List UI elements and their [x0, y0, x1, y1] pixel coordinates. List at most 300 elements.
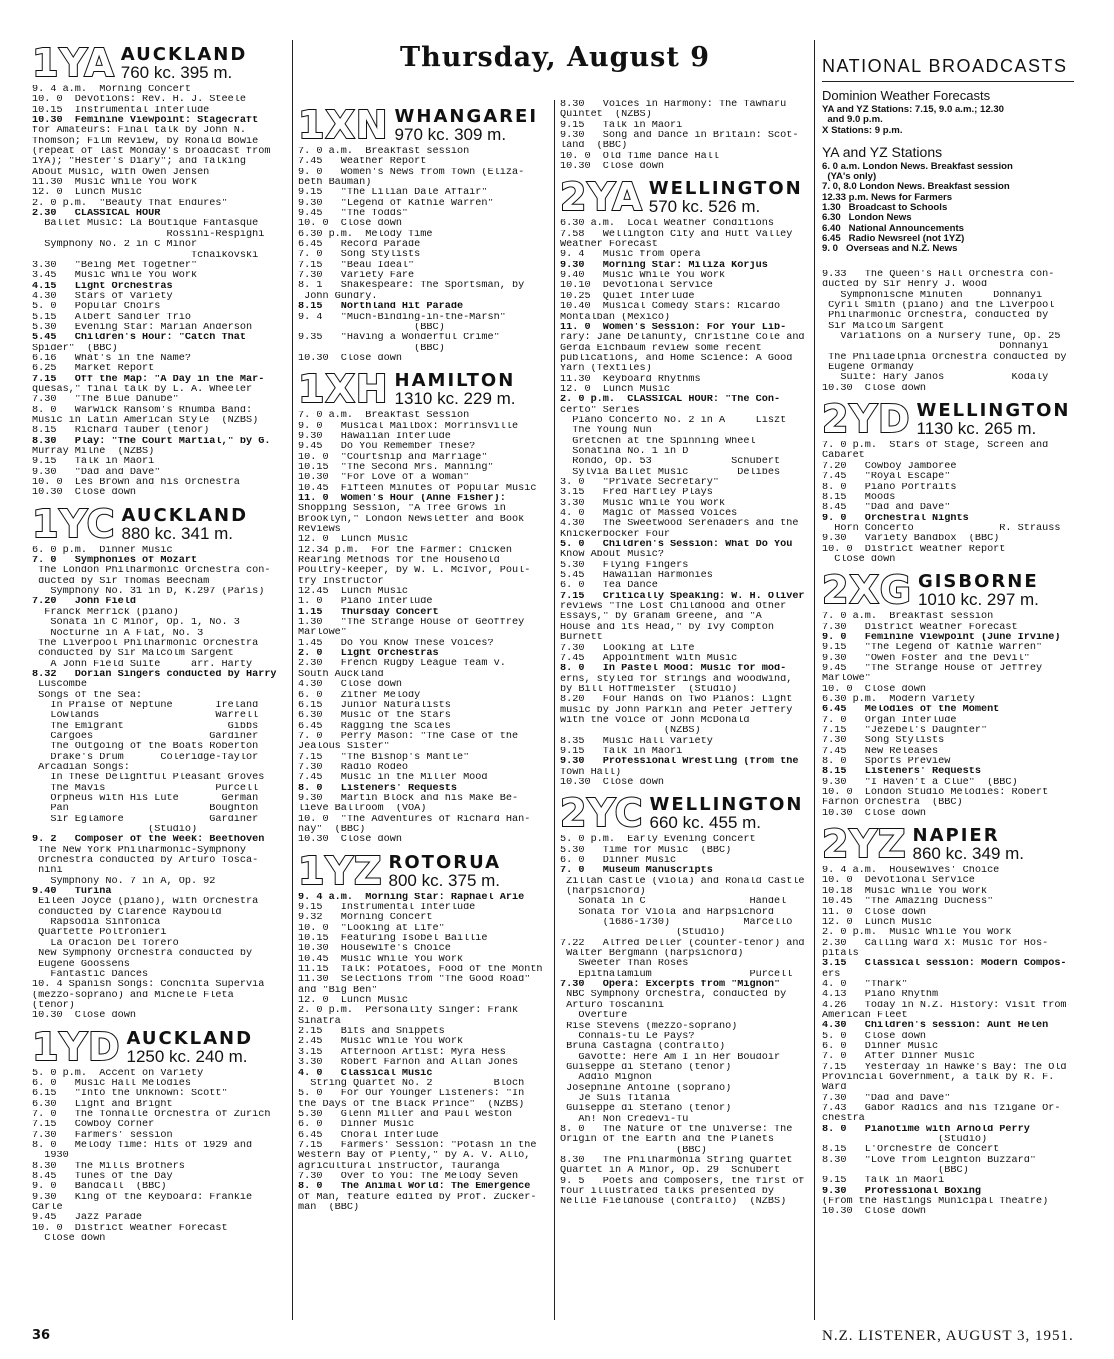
station-city: WELLINGTON — [916, 400, 1071, 422]
programme-line: Cyril Smith (piano) and the Liverpool — [822, 301, 1055, 312]
station-header — [32, 1024, 288, 1069]
station-callsign: 2YZ — [822, 822, 907, 867]
station-city: NAPIER — [912, 825, 1000, 847]
programme-line: Gretchen at the Spinning Wheel — [560, 436, 756, 447]
station-callsign: 2YC — [560, 791, 644, 836]
programme-line: 8.45 "Dad and Dave" — [822, 503, 951, 514]
programme-line: with the voice of John McDonald — [560, 715, 750, 726]
programme-line: Orpheus with His Lute German — [32, 794, 259, 804]
national-line: 6.45 Radio Newsreel (not 1YZ) — [822, 232, 965, 244]
national-line: X Stations: 9 p.m. — [822, 124, 903, 136]
programme-line: (Studio) — [560, 928, 726, 939]
programme-line: and "Big Ben" — [298, 985, 378, 996]
programme-line: Sir Eglamore Gardiner — [32, 814, 259, 825]
programme-line: 12. 0 Lunch Music — [298, 996, 409, 1007]
programme-line: String Quartet No. 2 Bloch — [298, 1078, 525, 1089]
programme-line: 9.30 "I Haven't a Clue" (BBC) — [822, 777, 1018, 788]
programme-line: 3.30 "Being Met Together" — [32, 260, 198, 271]
station-info — [388, 851, 502, 890]
programme-line: Sonatina No. 1 in D — [560, 446, 689, 457]
programme-line: 8. 0 Listeners' Requests — [298, 783, 457, 794]
programme-line: 5.30 Evening Star: Marian Anderson — [32, 322, 253, 333]
programme-line: 5.30 Flying Fingers — [560, 560, 689, 571]
programme-line: 3.15 Classical session: Modern Compos- — [822, 959, 1067, 970]
programme-line: for Amateurs: Final talk by John N. — [32, 126, 246, 137]
programme-line: publications, and Home Science: A Good — [560, 353, 793, 364]
programme-line: 9.30 Song and Dance in Britain: Scot- — [560, 131, 799, 142]
station-header — [32, 501, 288, 546]
programme-line: music by John Parkin and Peter Jeffery — [560, 705, 793, 716]
programme-line: 7.15 Critically Speaking: W. H. Oliver — [560, 591, 805, 602]
programme-line: 8. 0 Piano Portraits — [822, 482, 957, 493]
programme-line: Quartette Poltronieri — [32, 928, 167, 939]
programme-line: 8.30 "Love from Leighton Buzzard" — [822, 1155, 1036, 1166]
station-callsign: 2YD — [822, 397, 911, 442]
programme-line: 5.30 Glenn Miller and Paul Weston — [298, 1109, 512, 1120]
programme-line: 7.45 "Royal Escape" — [822, 472, 951, 483]
station-frequency: 970 kc. 309 m. — [394, 125, 507, 144]
programme-line: 9.30 King of the Keyboard: Frankie — [32, 1192, 253, 1203]
programme-line: Overture — [560, 1011, 628, 1022]
programme-line: four illustrated talks presented by — [560, 1187, 774, 1197]
programme-line: 7.30 Farmers' session — [32, 1130, 173, 1141]
programme-line: 6.15 "Into the Unknown: Scott" — [32, 1089, 228, 1100]
programme-line: 7.30 "The Blue Danube" — [32, 395, 179, 406]
programme-line: 10. 0 Close down — [298, 219, 402, 230]
programme-line: Arturo Toscanini — [560, 1000, 664, 1011]
programme-line: 9.30 Professional Boxing — [822, 1186, 981, 1197]
programme-line: 3. 0 "Private Secretary" — [560, 478, 719, 488]
programme-line: 9. 0 Women's News from Town (Eliza- — [298, 167, 525, 178]
station-info — [126, 1027, 254, 1066]
programme-line: 9.15 Talk in Maori — [560, 120, 683, 131]
programme-line: 7.30 Variety Fare — [298, 271, 415, 282]
programme-line: Symphonische Minuten Dohnanyi — [822, 290, 1043, 301]
programme-line: The Emigrant Gibbs — [32, 721, 259, 732]
programme-line: The Outgoing of the Boats Roberton — [32, 742, 259, 753]
programme-line: Shopping Session, "A Tree Grows in — [298, 504, 506, 515]
programme-line: Songs of the Sea: — [32, 690, 143, 701]
programme-line: 5.45 Hawaiian Harmonies — [560, 571, 713, 582]
programme-line: 6.30 p.m. Modern Variety — [822, 695, 975, 705]
programme-line: 10.25 Quiet Interlude — [560, 291, 695, 302]
programme-line: Burnett — [560, 633, 603, 644]
national-line: 6. 0 a.m. London News. Breakfast session — [822, 160, 1013, 172]
programme-line: 10. 0 Les Brown and his Orchestra — [32, 478, 240, 489]
programme-line: 6. 0 Dinner Music — [560, 856, 677, 866]
programme-line: Zillah Castle (viola) and Ronald Castle — [560, 876, 805, 887]
programme-line: 9.30 "Legend of Kathie Warren" — [298, 198, 494, 209]
programme-line: (BBC) — [298, 343, 445, 354]
programme-line: 9.45 "The Strange House of Jeffrey — [822, 663, 1043, 674]
programme-line: 10. 0 Old Time Dance Hall — [560, 151, 719, 162]
station-info — [650, 796, 804, 832]
programme-line: 2.45 Music While You Work — [298, 1037, 464, 1048]
programme-line: 1YA); "Hester's Diary"; and Talking — [32, 157, 246, 168]
programme-line: 7. 0 The Tonhalle Orchestra of Zurich — [32, 1109, 271, 1120]
programme-line: 12. 0 Lunch Music — [32, 188, 143, 199]
programme-line: Ah! Non Credevi-Tu — [560, 1114, 689, 1125]
programme-line: Connais-tu Le Pays? — [560, 1031, 695, 1042]
programme-line: Know About Music? — [560, 550, 664, 561]
station-frequency: 1130 kc. 265 m. — [916, 419, 1037, 439]
programme-line: The London Philharmonic Orchestra con- — [32, 566, 271, 577]
programme-line: 2. 0 p.m. Music While You Work — [822, 928, 1012, 939]
programme-line: 10.30 Close down — [560, 162, 664, 173]
programme-line: Guiseppe di Stefano (tenor) — [560, 1104, 732, 1115]
station-city: WELLINGTON — [648, 178, 803, 200]
programme-line: 9. 4 "Much-Binding-in-the-Marsh" — [298, 312, 506, 323]
column-2 — [298, 100, 550, 1213]
station-frequency: 800 kc. 375 m. — [388, 870, 501, 890]
programme-line: A John Field Suite arr. Harty — [32, 659, 253, 670]
national-line: 7. 0, 8.0 London News. Breakfast session — [822, 181, 1010, 193]
programme-line: 7.45 Weather Report — [298, 157, 427, 168]
programme-line: 1.15 Thursday Concert — [298, 607, 439, 618]
programme-line: 2. 0 p.m. Personality Singer: Frank — [298, 1006, 519, 1017]
programme-line: The Young Nun — [560, 426, 652, 437]
programme-line: 9.30 "Owen Foster and the Devil" — [822, 653, 1030, 664]
programme-line: 9.45 Jazz Parade — [32, 1213, 143, 1224]
programme-line: Ballet Music: La Boutique Fantasque — [32, 219, 259, 230]
national-line: 12.33 p.m. News for Farmers — [822, 191, 953, 203]
programme-line: 7.30 "Dad and Dave" — [822, 1093, 951, 1104]
station-header — [560, 175, 812, 220]
programme-line: 3.15 Afternoon Artist: Myra Hess — [298, 1047, 506, 1058]
programme-line: 2. 0 p.m. CLASSICAL HOUR: "The Con- — [560, 395, 781, 406]
programme-line: by Bill Hoffmeister (Studio) — [560, 684, 738, 695]
programme-line: 4.30 The Sweetwood Serenaders and the — [560, 519, 799, 530]
programme-line: 4. 0 "Thark" — [822, 979, 908, 990]
programme-line: Tchaikovski — [32, 250, 259, 261]
programme-line: 10.45 Fifteen Minutes of Popular Music — [298, 483, 537, 494]
programme-line: nini — [32, 866, 63, 877]
programme-line: The New York Philharmonic-Symphony — [32, 845, 246, 856]
programme-line: 8. 0 Melody Time: Hits of 1929 and — [32, 1140, 253, 1151]
programme-line: 3.30 Robert Farnon and Allan Jones — [298, 1058, 519, 1069]
programme-line: 10. 0 Devotional Service — [822, 876, 975, 887]
programme-line: House and its Head," by Ivy Compton — [560, 622, 774, 633]
programme-line: (From the Hastings Municipal Theatre) — [822, 1197, 1049, 1208]
programme-line: 8.15 L'Orchestre de Concert — [822, 1145, 1000, 1156]
programme-line: Essays," by Graham Greene, and "A — [560, 612, 762, 623]
programme-line: 12. 0 Lunch Music — [298, 535, 409, 546]
programme-line: 7. 0 p.m. Stars of Stage, Screen and — [822, 441, 1049, 452]
programme-line: 5. 0 Close down — [822, 1031, 926, 1042]
programme-line: Quintet (NZBS) — [560, 110, 652, 121]
programme-line: Symphony No. 7 in A, Op. 92 — [32, 876, 216, 887]
programme-line: 12. 0 Lunch Music — [822, 917, 933, 928]
programme-line: Piano Concerto No. 2 in A Liszt — [560, 415, 787, 426]
programme-line: 2. 0 Light Orchestras — [298, 649, 439, 660]
programme-line: 6. 0 Tea Dance — [560, 581, 658, 592]
weather-title: Dominion Weather Forecasts — [822, 88, 991, 103]
programme-line: 7.45 Music in the Miller Mood — [298, 773, 488, 784]
station-header — [298, 848, 550, 893]
programme-line: Je Suis Titania — [560, 1093, 671, 1104]
programme-line: 4. 0 Magic of Massed Voices — [560, 509, 738, 520]
programme-line: 9. 0 Musical Mailbox: Morrinsville — [298, 421, 519, 432]
programme-line: 6.25 Market Report — [32, 364, 155, 375]
programme-line: 4.13 Piano Rhythm — [822, 990, 939, 1001]
programme-line: The Philadelphia Orchestra conducted by — [822, 352, 1067, 363]
programme-line: (Studio) — [822, 1135, 988, 1146]
programme-line: 10.30 "For Love of a Woman" — [298, 473, 470, 484]
issue-line: N.Z. LISTENER, AUGUST 3, 1951. — [822, 1328, 1074, 1344]
programme-line: conducted by Clarence Raybould — [32, 907, 222, 918]
programme-line: 7.58 Wellington City and Hutt Valley — [560, 229, 793, 240]
programme-line: Farnon Orchestra (BBC) — [822, 798, 963, 809]
programme-line: erns, styled for strings and woodwind, — [560, 674, 793, 685]
programme-line: Horn Concerto R. Strauss — [822, 523, 1061, 534]
programme-line: 9. 0 Orchestral Nights — [822, 513, 969, 524]
programme-line: South Auckland — [298, 669, 384, 680]
programme-line: 9.15 Talk in Maori — [822, 1176, 945, 1187]
programme-line: 9. 4 a.m. Morning Concert — [32, 85, 191, 95]
programme-line: 11.30 Selections from "The Good Road" — [298, 975, 531, 986]
programme-line: Symphony No. 2 in C Minor — [32, 240, 198, 251]
programme-line: Addio Mignon — [560, 1073, 652, 1084]
programme-line: try Instructor — [298, 576, 384, 587]
programme-line: 10.40 Musical Comedy Stars: Ricardo — [560, 302, 781, 313]
programme-line: 8. 0 The Animal World: The Emergence — [298, 1182, 531, 1193]
programme-line: Carle — [32, 1203, 63, 1214]
station-header — [560, 791, 812, 836]
programme-line: 6. 0 p.m. Dinner Music — [32, 545, 173, 556]
programme-line: Western Bay of Plenty," by A. V. Allo, — [298, 1151, 531, 1162]
programme-line: 8. 0 Sports Preview — [822, 757, 951, 768]
programme-line: 10.30 Housewife's Choice — [298, 944, 451, 955]
programme-line: Rondo, Op. 53 Schubert — [560, 457, 781, 468]
station-info — [913, 827, 1025, 863]
programme-line: 6.45 Ragging the Scales — [298, 721, 451, 732]
programme-line: Murray Milne (NZBS) — [32, 447, 155, 458]
programme-line: rary: Jane Delahunty, Christine Cole and — [560, 333, 805, 344]
programme-line: 7.30 Song Stylists — [822, 736, 945, 747]
programme-line: 10.18 Music While You Work — [822, 886, 988, 897]
programme-line: 6.16 What's in the Name? — [32, 353, 191, 364]
programme-line: 7.15 "Beau Ideal" — [298, 260, 415, 271]
programme-line: 10. 0 "Courtship and Marriage" — [298, 452, 488, 463]
programme-line: Eugene Goossens — [32, 959, 130, 970]
programme-line: 6. 0 Dinner Music — [298, 1120, 415, 1131]
programme-line: Eileen Joyce (piano), with Orchestra — [32, 897, 259, 908]
programme-line: Nocturne in A Flat, No. 3 — [32, 628, 204, 639]
programme-line: 10.10 Devotional Service — [560, 281, 713, 292]
programme-line: 10.45 Music While You Work — [298, 954, 464, 965]
programme-line: land (BBC) — [560, 141, 628, 152]
station-lines — [822, 162, 1074, 255]
programme-line: Close down — [822, 554, 896, 565]
programme-line: 10. 0 "The Adventures of Richard Han- — [298, 814, 531, 825]
programme-line: ers — [822, 969, 841, 980]
programme-line: Fantastic Dances — [32, 969, 149, 980]
station-frequency: 860 kc. 349 m. — [912, 844, 1025, 864]
programme-line: 10.30 Close down — [822, 808, 926, 819]
programme-line: (NZBS) — [560, 726, 701, 737]
programme-line: 8.15 Northland Hit Parade — [298, 302, 464, 313]
programme-line: ducted by Sir Thomas Beecham — [32, 576, 210, 587]
programme-line: 9.30 Hawaiian Interlude — [298, 431, 451, 442]
programme-line: 7.30 Looking at Life — [560, 643, 695, 654]
station-callsign: 2YA — [560, 175, 643, 220]
programme-line: 9. 4 a.m. Morning Star: Raphael Arie — [298, 892, 525, 903]
programme-line: Symphony No. 31 in D, K.297 (Paris) — [32, 587, 265, 598]
programme-line: 7.22 Alfred Deller (counter-tenor) and — [560, 938, 805, 949]
programme-line: Music in Latin American Style (NZBS) — [32, 416, 259, 426]
programme-line: 5. 0 Popular Choirs — [32, 302, 161, 313]
programme-line: Dohnanyi — [822, 342, 1049, 353]
programme-line: 8.30 Voices in Harmony: The Tawharu — [560, 100, 787, 110]
station-callsign: 1XN — [298, 103, 389, 147]
programme-line: 7.30 District Weather Forecast — [822, 622, 1018, 633]
programme-line: 9. 4 a.m. Housewives' Choice — [822, 866, 1000, 877]
programme-line: Lowlands Warrell — [32, 711, 259, 722]
programme-line: 9. 5 Poets and Composers, the first of — [560, 1176, 805, 1187]
programme-line: New Symphony Orchestra conducted by — [32, 949, 253, 960]
programme-line: conducted by Sir Malcolm Sargent — [32, 649, 234, 660]
programme-line: 7.43 Gabor Radics and his Tzigane Or- — [822, 1104, 1061, 1115]
programme-line: 8. 0 The Nature of the Universe: The — [560, 1124, 793, 1135]
programme-line: reviews "The Lost Childhood and Other — [560, 602, 787, 613]
programme-line: (BBC) — [560, 1145, 707, 1156]
programme-line: of Man, feature edited by Prof. Zucker- — [298, 1192, 537, 1203]
programme-line: 12. 0 Lunch Music — [560, 384, 671, 395]
programme-line: 7. 0 Museum Manuscripts — [560, 866, 713, 877]
programme-line: Rossini-Respighi — [32, 229, 265, 240]
programme-line: 10.30 Close down — [822, 383, 926, 394]
programme-line: La Oracion Del Torero — [32, 938, 179, 949]
programme-line: (BBC) — [298, 322, 445, 333]
programme-line: Sinatra — [298, 1016, 341, 1027]
programme-line: (Studio) — [32, 825, 198, 836]
programme-line: 9.45 Do You Remember These? — [298, 442, 476, 453]
station-city: GISBORNE — [917, 571, 1039, 593]
programme-line: 11. 0 Women's Session: For Your Lib- — [560, 322, 787, 333]
programme-line: beth Bauman) — [298, 178, 372, 189]
programme-line: 7.15 "The Bishop's Mantle" — [298, 752, 470, 763]
programme-line: 5. 0 p.m. Accent on Variety — [32, 1068, 204, 1079]
programme-line: 1930 — [32, 1151, 69, 1162]
programme-line: 7.30 Over to You: The Melody Seven — [298, 1171, 519, 1182]
programme-line: 6. 0 Music Hall Melodies — [32, 1078, 191, 1089]
programme-line: Yarn (Textiles) — [560, 364, 652, 375]
national-line: (YA's only) — [822, 171, 877, 183]
programme-line: Quartet in A Minor, Op. 29 Schubert — [560, 1166, 781, 1177]
programme-line: Reviews — [298, 525, 341, 535]
programme-line: Orchestra conducted by Arturo Tosca- — [32, 856, 259, 867]
programme-line: 9. 0 Bandcall (BBC) — [32, 1182, 167, 1193]
programme-line: 9.15 "The Lilian Dale Affair" — [298, 188, 488, 199]
programme-line: Ward — [822, 1083, 847, 1094]
station-info — [395, 108, 538, 144]
programme-line: Brooklyn," London Newsletter and Book — [298, 514, 525, 525]
station-header — [298, 103, 550, 147]
programme-line: 3.15 Fred Hartley Plays — [560, 488, 713, 499]
programme-line: 8.35 Music Hall Variety — [560, 736, 713, 747]
programme-line: 4.15 Light Orchestras — [32, 281, 173, 292]
programme-line: Cabaret — [822, 451, 865, 462]
programme-line: 2. 0 p.m. "Beauty That Endures" — [32, 198, 228, 209]
programme-line: NBC Symphony Orchestra, conducted by — [560, 990, 787, 1001]
programme-line: (mezzo-soprano) and Michele Fleta — [32, 990, 234, 1001]
programme-line: Rise Stevens (mezzo-soprano) — [560, 1021, 738, 1032]
programme-line: 8.15 Moods — [822, 492, 896, 503]
programme-line: 3.30 Music While You Work — [560, 498, 726, 509]
programme-line: 9.15 Talk in Maori — [560, 746, 683, 757]
programme-line: 3.45 Music While You Work — [32, 271, 198, 282]
programme-line: 4.30 Stars of Variety — [32, 291, 173, 302]
station-callsign: 2XG — [822, 568, 912, 613]
stations-title: YA and YZ Stations — [822, 143, 943, 160]
programme-line: Epithalamium Purcell — [560, 969, 793, 980]
weather-lines — [822, 105, 1074, 136]
national-title: NATIONAL BROADCASTS — [822, 56, 1074, 82]
programme-line: 9.33 The Queen's Hall Orchestra con- — [822, 270, 1055, 280]
programme-line: 8.30 The Philharmonia String Quartet — [560, 1155, 793, 1166]
programme-line: American Fleet — [822, 1010, 908, 1021]
programme-line: Marlowe" — [822, 674, 871, 685]
programme-line: Luscombe — [32, 680, 88, 691]
programme-line: 7. 0 Song Stylists — [298, 250, 421, 261]
programme-line: John Gundry. — [298, 291, 378, 302]
programme-line: 10.30 Close down — [560, 777, 664, 788]
programme-line: Philharmonic Orchestra, conducted by — [822, 311, 1049, 322]
programme-line: 9.40 Turina — [32, 887, 112, 898]
programme-line: 7.15 Farmers' Session: "Potash in the — [298, 1140, 537, 1151]
programme-line: the Days of the Black Prince" (NZBS) — [298, 1099, 525, 1110]
programme-line: 2.30 Calling Ward X: Music for Hos- — [822, 938, 1049, 949]
station-city: ROTORUA — [388, 851, 502, 873]
programme-line: The Mavis Purcell — [32, 783, 259, 794]
programme-line: Montalban (Mexico) — [560, 312, 671, 323]
programme-line: 10.45 "The Amazing Duchess" — [822, 897, 994, 908]
programme-line: man (BBC) — [298, 1202, 360, 1213]
programme-line: 7.15 Yesterday in Hawke's Bay: The Old — [822, 1062, 1067, 1073]
programme-line: 10.30 Close down — [298, 353, 402, 364]
programme-line: Close down — [32, 1234, 106, 1245]
programme-line: 10.30 Close down — [32, 1011, 136, 1022]
programme-line: 9.30 Morning Star: Miliza Korjus — [560, 260, 768, 271]
programme-line: Gerda Eichbaum review some recent — [560, 343, 762, 354]
programme-line: 12.45 Lunch Music — [298, 587, 409, 598]
programme-line: 1. 0 Piano Interlude — [298, 597, 433, 608]
programme-line: 6.45 Record Parade — [298, 240, 421, 251]
programme-line: Sonata in C Handel — [560, 897, 787, 908]
station-frequency: 880 kc. 341 m. — [121, 523, 234, 543]
programme-line: 7.20 John Field — [32, 597, 136, 608]
programme-line: 7.45 Appointment with Music — [560, 653, 738, 664]
programme-line: 5. 0 p.m. Early Evening Concert — [560, 835, 756, 846]
programme-line: 6.45 Melodies of the Moment — [822, 705, 1000, 716]
programme-line: Sonata in C Minor, Op. 1, No. 3 — [32, 618, 240, 629]
programme-line: (harpsichord) — [560, 887, 646, 898]
programme-line: chestra — [822, 1114, 865, 1125]
programme-line: 7.45 New Releases — [822, 746, 939, 757]
programme-line: Knickerbocker Four — [560, 529, 671, 540]
programme-line: 9. 2 Composer of the Week: Beethoven — [32, 835, 265, 846]
programme-line: 8.15 Richard Tauber (tenor) — [32, 426, 210, 437]
column-1 — [32, 38, 288, 1244]
programme-line: 11. 0 Women's Hour (Anne Fisher): — [298, 493, 506, 504]
programme-line: lieve Ballroom (VOA) — [298, 804, 427, 815]
station-city: WHANGAREI — [394, 106, 539, 127]
programme-line: 7. 0 a.m. Breakfast session — [822, 612, 994, 623]
programme-line: 5.15 Albert Sandler Trio — [32, 312, 191, 323]
programme-line: 1.30 "The Strange House of Geoffrey — [298, 618, 525, 629]
station-header — [822, 822, 1074, 867]
programme-line: Variations on a Nursery Tune, Op. 25 — [822, 332, 1061, 343]
